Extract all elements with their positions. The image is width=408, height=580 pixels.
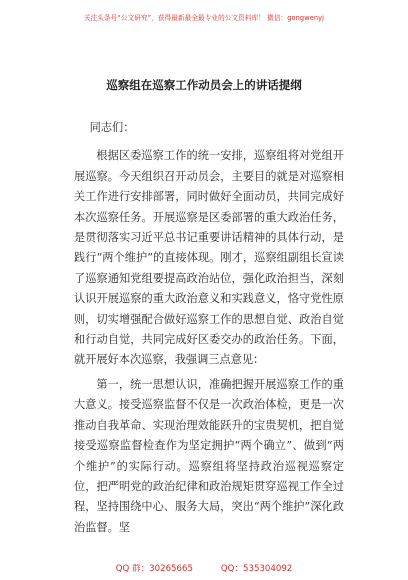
- footer-qq-group: QQ 群：30265665: [115, 564, 193, 574]
- header-banner: 关注头条号“公文研究”，获得最新最全最专业的公文资料库！ 微信：gongwenyj: [83, 14, 325, 22]
- paragraph-intro: 根据区委巡察工作的统一安排，巡察组将对党组开展巡察。今天组织召开动员会，主要目的就是对巡察相关工作进行安排部署，同时做好全面动员，共同完成好本次巡察任务。开展巡察是区委部署的重大政治任务，是贯彻落实习近平总书记重要讲话精神的具体行动，是践行“两个维护”的直接体现。刚才，巡察组副组长宣读了巡察通知党组要提高政治站位，强化政治担当，深刻认识开展巡察的重大政治意义和实践意义，恪守党性原则，切实增强配合做好巡察工作的思想自觉、政治自觉和行动自觉，共同完成好区委交办的政治任务。下面，就开展好本次巡察，我强调三点意见：: [74, 149, 344, 367]
- footer-contact: [0, 562, 408, 574]
- salutation: 同志们：: [89, 121, 135, 134]
- document-body: [74, 118, 344, 538]
- document-title: 巡察组在巡察工作动员会上的讲话提纲: [106, 78, 302, 92]
- paragraph-first-point: 第一，统一思想认识，准确把握开展巡察工作的重大意义。接受巡察监督不仅是一次政治体检，更是一次推动自我革命、实现治理效能跃升的宝贵契机，把自觉接受巡察监督检查作为坚定拥护“两个确立”、做到“两个维护”的实际行动。巡察组将坚持政治巡视巡察定位，把严明党的政治纪律和政治规矩贯穿巡视工作全过程，坚持围绕中心、服务大局，突出“两个维护”深化政治监督。坚: [74, 377, 344, 534]
- footer-qq: QQ：535304092: [220, 564, 293, 574]
